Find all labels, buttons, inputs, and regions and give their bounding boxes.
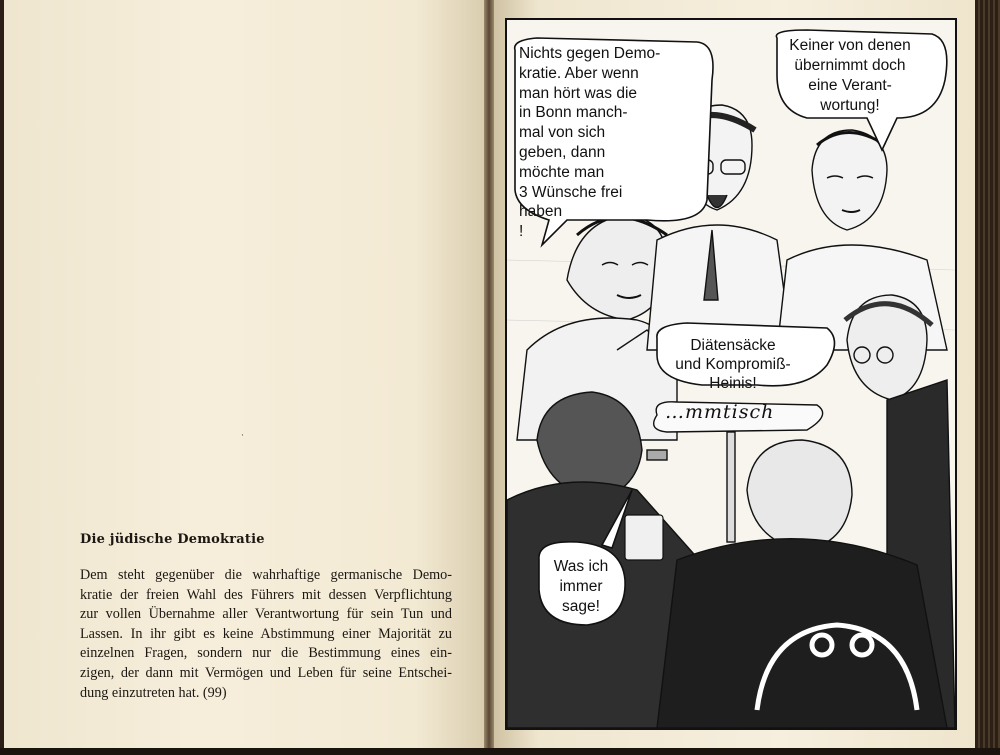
bubble-line: immer [559, 578, 603, 595]
bubble-line: sage! [562, 598, 600, 615]
speech-bubble-top-right [770, 36, 930, 116]
paragraph-line: Lassen. In ihr gibt es keine Abstimmung einer Majorität zu [80, 625, 452, 642]
bubble-line: 3 Wünsche frei [519, 183, 623, 201]
bubble-line: kratie. Aber wenn [519, 64, 639, 82]
bubble-line: Keiner von denen [789, 37, 911, 54]
bubble-line: wortung! [820, 97, 880, 114]
bubble-line: geben, dann [519, 143, 606, 161]
bubble-line: Was ich [553, 558, 609, 575]
paragraph-line: zur vollen Übernahme aller Verantwortung für sein Tun und [80, 606, 452, 623]
bubble-line: übernimmt doch [794, 57, 906, 74]
bubble-line: eine Verant- [808, 77, 892, 94]
bubble-line: Heinis! [709, 375, 757, 392]
stammtisch-sign-text: …mmtisch [665, 401, 775, 423]
bubble-line: haben [519, 203, 563, 221]
beer-glass [625, 515, 663, 560]
paragraph-line: kratie der freien Wahl des Führers mit dessen Verpflichtung [80, 586, 452, 603]
paragraph-line: einzelnen Fragen, sondern nur die Bestimmung eines ein- [80, 645, 452, 662]
speech-bubble-top-left [507, 44, 677, 242]
speech-bubble-middle-right [652, 336, 814, 393]
bottom-edge [0, 748, 1000, 755]
paragraph-line: zigen, der dann mit Vermögen und Leben für seine Entschei- [80, 664, 452, 681]
bubble-line: mal von sich [519, 124, 606, 142]
page-edges [975, 0, 1000, 755]
bubble-line: möchte man [519, 163, 605, 181]
bubble-line: in Bonn manch- [519, 104, 628, 122]
bubble-line: und Kompromiß- [675, 356, 791, 373]
body-paragraph [80, 566, 452, 703]
section-heading: Die jüdische Demokratie [80, 532, 265, 547]
speech-bubble-bottom-left [535, 557, 627, 617]
bubble-line: Diätensäcke [690, 337, 776, 354]
paragraph-line: dung einzutreten hat. (99) [80, 684, 227, 701]
bubble-line: ! [519, 223, 524, 241]
bubble-line: Nichts gegen Demo- [519, 45, 661, 62]
bubble-line: man hört was die [519, 84, 638, 102]
book-gutter [484, 0, 494, 755]
ink-speck: ˙ [240, 434, 245, 445]
paragraph-line: Dem steht gegenüber die wahrhaftige germanische Demo- [80, 567, 452, 583]
